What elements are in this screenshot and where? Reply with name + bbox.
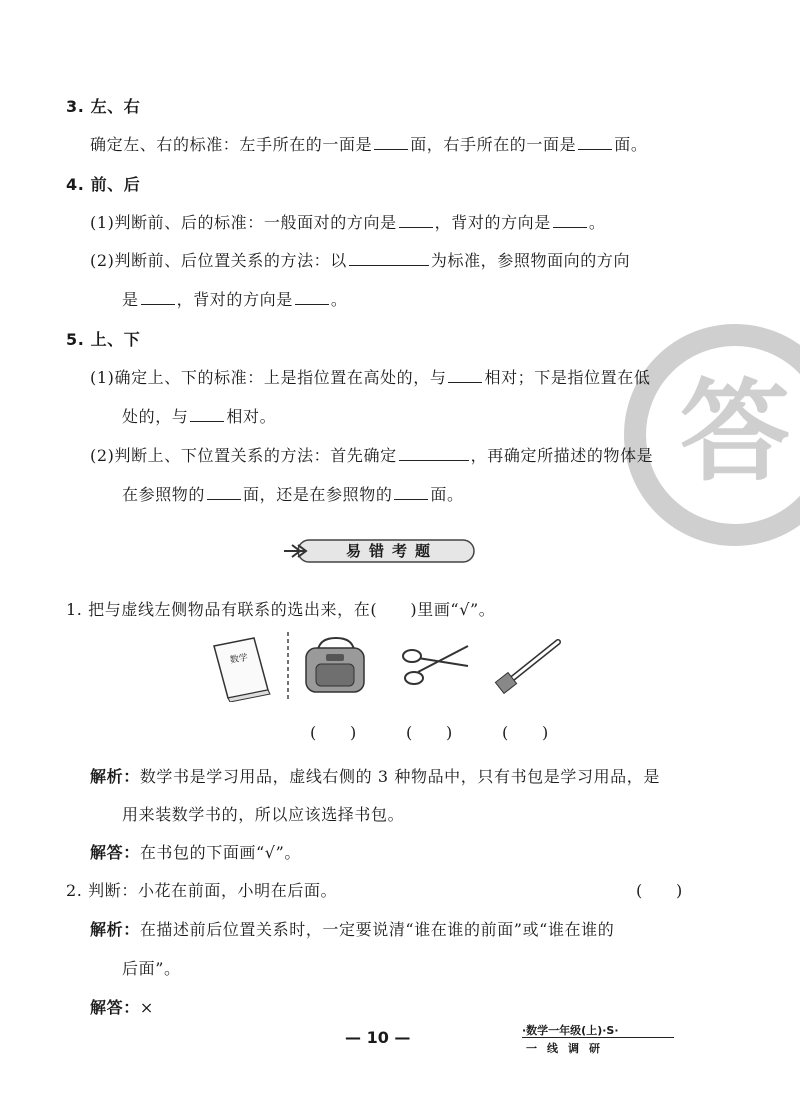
scissors-icon[interactable]	[403, 646, 468, 684]
q1-picture-row	[206, 632, 572, 702]
fill-blank[interactable]	[190, 407, 224, 422]
section5-item1: (1)确定上、下的标准：上是指位置在高处的，与 相对；下是指位置在低	[90, 368, 651, 387]
q1-choice-scissors[interactable]: ( )	[406, 723, 453, 742]
backpack-icon[interactable]	[306, 638, 364, 692]
section3-line1: 确定左、右的标准：左手所在的一面是 面，右手所在的一面是 面。	[90, 135, 648, 154]
footer-subtitle: 一线调研	[526, 1042, 610, 1055]
section5-item2: (2)判断上、下位置关系的方法：首先确定 ，再确定所描述的物体是	[90, 446, 654, 465]
fill-blank[interactable]	[207, 485, 241, 500]
section5-item2-cont: 在参照物的 面，还是在参照物的 面。	[122, 485, 464, 504]
page-number: — 10 —	[345, 1028, 411, 1047]
toothbrush-icon[interactable]	[495, 642, 558, 693]
q2-prompt: 2. 判断：小花在前面，小明在后面。	[66, 881, 338, 900]
fill-blank[interactable]	[578, 135, 612, 150]
fill-blank[interactable]	[141, 290, 175, 305]
q2-analysis: 解析：在描述前后位置关系时，一定要说清“谁在谁的前面”或“谁在谁的	[90, 920, 615, 939]
q1-choice-toothbrush[interactable]: ( )	[502, 723, 549, 742]
book-label: 数学	[229, 652, 249, 666]
fill-blank[interactable]	[374, 135, 408, 150]
q1-analysis: 解析：数学书是学习用品，虚线右侧的 3 种物品中，只有书包是学习用品，是	[90, 767, 660, 786]
q1-answer: 解答：在书包的下面画“√”。	[90, 843, 301, 862]
section4-title: 4. 前、后	[66, 175, 141, 194]
section4-item2-cont: 是 ，背对的方向是 。	[122, 290, 348, 309]
fill-blank[interactable]	[394, 485, 428, 500]
section3-title: 3. 左、右	[66, 97, 141, 116]
answer-watermark-seal	[620, 320, 800, 550]
section5-item1-cont: 处的，与 相对。	[122, 407, 277, 426]
q2-answer: 解答：×	[90, 998, 154, 1017]
q1-choice-backpack[interactable]: ( )	[310, 723, 357, 742]
watermark-char: 答	[680, 368, 790, 496]
footer-rule	[522, 1037, 674, 1038]
math-book-icon	[214, 638, 270, 702]
section4-item2: (2)判断前、后位置关系的方法：以 为标准，参照物面向的方向	[90, 251, 631, 270]
fill-blank[interactable]	[399, 446, 469, 461]
section4-item1: (1)判断前、后的标准：一般面对的方向是 ，背对的方向是 。	[90, 213, 606, 232]
fill-blank[interactable]	[295, 290, 329, 305]
fill-blank[interactable]	[448, 368, 482, 383]
q1-prompt: 1. 把与虚线左侧物品有联系的选出来，在( )里画“√”。	[66, 600, 496, 619]
q2-answer-paren[interactable]: ( )	[636, 881, 683, 900]
footer-brand: ·数学一年级(上)·S·	[522, 1024, 619, 1037]
fill-blank[interactable]	[553, 213, 587, 228]
section5-title: 5. 上、下	[66, 330, 141, 349]
banner-title: 易错考题	[345, 542, 438, 560]
q1-analysis-cont: 用来装数学书的，所以应该选择书包。	[122, 805, 405, 824]
q2-analysis-cont: 后面”。	[122, 959, 181, 978]
fill-blank[interactable]	[399, 213, 433, 228]
fill-blank[interactable]	[349, 251, 429, 266]
